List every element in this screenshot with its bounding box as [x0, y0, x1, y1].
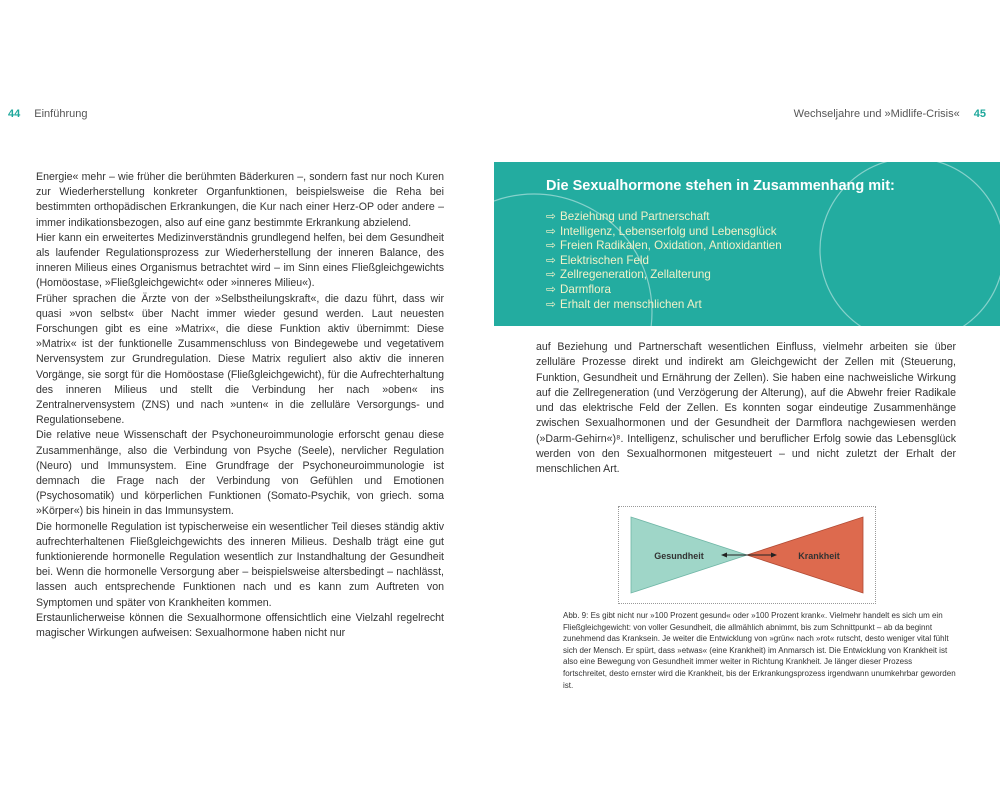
- right-page-number: 45: [973, 108, 986, 120]
- arrow-right-icon: ⇨: [546, 224, 556, 238]
- sexualhormone-info-box: [494, 162, 1000, 326]
- caption-text: Abb. 9: Es gibt nicht nur »100 Prozent gesund« oder »100 Prozent krank«. Vielmehr handelt es sich um ein Fließgleichgewicht: von voller Gesundheit, die allmählich abnimmt, bis zum Schnittpunkt – ab da beginnt zunehmend das Kranksein. Je weiter die Entwicklung von »grün« nach »rot« rutscht, desto weniger vital fühlt sich der Mensch. Er spürt, dass »etwas« (eine Krankheit) im Anmarsch ist. Die Entwicklung von Krankheit ist also eine Bewegung von Gesundheit immer weiter in Richtung Krankheit. Je länger dieser Prozess fortschreitet, desto ernster wird die Krankheit, bis der Erkrankungsprozess irgendwann unumkehrbar geworden ist.: [563, 611, 956, 690]
- list-item: ⇨ Zellregeneration, Zellalterung: [546, 268, 711, 282]
- right-chapter-title: Wechseljahre und »Midlife-Crisis«: [793, 108, 960, 120]
- info-box-title: Die Sexualhormone stehen in Zusammenhang mit:: [546, 178, 895, 194]
- arrow-right-icon: ⇨: [546, 282, 556, 296]
- right-running-header: [794, 108, 986, 120]
- list-item: ⇨ Elektrischen Feld: [546, 253, 649, 267]
- health-illness-diagram: [619, 507, 875, 603]
- health-illness-figure: [618, 506, 876, 604]
- right-page-body: [536, 340, 956, 478]
- list-item: ⇨ Intelligenz, Lebenserfolg und Lebensglück: [546, 224, 777, 238]
- arrow-right-icon: ⇨: [546, 268, 556, 282]
- body-paragraph: Die hormonelle Regulation ist typischerweise ein wesentlicher Teil dieses ständig aktiv aufrechterhaltenen Fließgleichgewichts des inneren Milieus. Deshalb trägt eine gut funktionierende hormonelle Regulation wesentlich zur Instandhaltung der Gesundheit bei. Wenn die hormonelle Versorgung aber – beispielsweise altersbedingt – nachlässt, lassen auch entsprechende Funktionen nach und es kann zum Auftreten von Symptomen und später von Krankheiten kommen.: [36, 520, 444, 609]
- body-paragraph: Früher sprachen die Ärzte von der »Selbstheilungskraft«, die dazu führt, dass wir quasi »von selbst« über Nacht immer wieder gesund werden. Laut neuesten Forschungen gibt es eine »Matrix«, die diese Funktion aktiv übernimmt: Diese »Matrix« ist der funktionelle Zusammenschluss von Bindegewebe und vegetativem Nervensystem zur Grundregulation. Diese Matrix reguliert also aktiv die inneren Vorgänge, sie sorgt für die Homöostase (Fließgleichgewicht), für die Aufrechterhaltung des inneren Milieus und stellt die Verbindung her nach »oben« ins Zentralnervensystem (ZNS) und nach »unten« in die zelluläre Versorgungs- und Regulationsebene.: [36, 292, 444, 427]
- left-chapter-title: Einführung: [34, 108, 88, 120]
- body-paragraph: Die relative neue Wissenschaft der Psychoneuroimmunologie erforscht genau diese Zusammenhänge, also die Verbindung von Psyche (Seele), nervlicher Regulation (Neuro) und Immunsystem. Eine Grundfrage der Psychoneuroimmunologie ist demnach die Frage nach der Verbindung von Gefühlen und Emotionen (Psychosomatik) und körperlichen Funktionen (Somato-Psychik, von griech. soma »Körper«) bis hinein in das Immunsystem.: [36, 429, 444, 518]
- info-box-list: [546, 210, 782, 312]
- body-paragraph: auf Beziehung und Partnerschaft wesentlichen Einfluss, vielmehr arbeiten sie über zelluläre Prozesse direkt und indirekt am Gleichgewicht der Zellen mit (Steuerung, Funktion, Gesundheit und Ernährung der Zellen). Sie haben eine nachweisliche Wirkung auf die Zellregeneration (und Verzögerung der Alterung), auf die Abwehr freier Radikale und das elektrische Feld der Zellen. Es konnten sogar eindeutige Zusammenhänge zwischen Sexualhormonen und der Gesundheit der Darmflora nachgewiesen werden (»Darm-Gehirn«)⁸. Intelligenz, schulischer und beruflicher Erfolg sowie das Lebensglück werden von den Sexualhormonen mitgesteuert – und nicht zuletzt der Erhalt der menschlichen Art.: [536, 341, 956, 476]
- arrow-right-icon: ⇨: [546, 297, 556, 311]
- body-paragraph: Hier kann ein erweitertes Medizinverständnis grundlegend helfen, bei dem Gesundheit als laufender Regulationsprozess zur Wiederherstellung der inneren Balance, des inneren Milieus eines Organismus betrachtet wird – im Sinn eines Fließgleichgewichts (Homöostase, »Fließgleichgewicht« oder »inneres Milieu«).: [36, 231, 444, 290]
- list-item: ⇨ Freien Radikalen, Oxidation, Antioxidantien: [546, 239, 782, 253]
- arrow-right-icon: ⇨: [546, 210, 556, 223]
- left-page-number: 44: [8, 108, 21, 120]
- figure-caption: [563, 610, 957, 691]
- arrow-right-icon: ⇨: [546, 239, 556, 253]
- body-paragraph: Erstaunlicherweise können die Sexualhormone offensichtlich eine Vielzahl regelrecht magischer Wirkungen aufweisen: Sexualhormone haben nicht nur: [36, 611, 444, 640]
- arrow-right-icon: ⇨: [546, 253, 556, 267]
- body-paragraph: Energie« mehr – wie früher die berühmten Bäderkuren –, sondern fast nur noch Kuren zur Wiederherstellung konkreter Organfunktionen, beispielsweise die Reha bei bestimmten orthopädischen Erkrankungen, die Kur nach einer Herz-OP oder andere – immer indikationsbezogen, also auf eine ganz bestimmte Erkrankung abzielend.: [36, 171, 444, 229]
- list-item: ⇨ Erhalt der menschlichen Art: [546, 297, 702, 311]
- list-item: ⇨ Darmflora: [546, 282, 611, 296]
- left-running-header: [8, 108, 87, 120]
- left-page-body: [36, 170, 444, 641]
- list-item: ⇨ Beziehung und Partnerschaft: [546, 210, 710, 223]
- illness-label: Krankheit: [798, 551, 840, 561]
- health-label: Gesundheit: [654, 551, 704, 561]
